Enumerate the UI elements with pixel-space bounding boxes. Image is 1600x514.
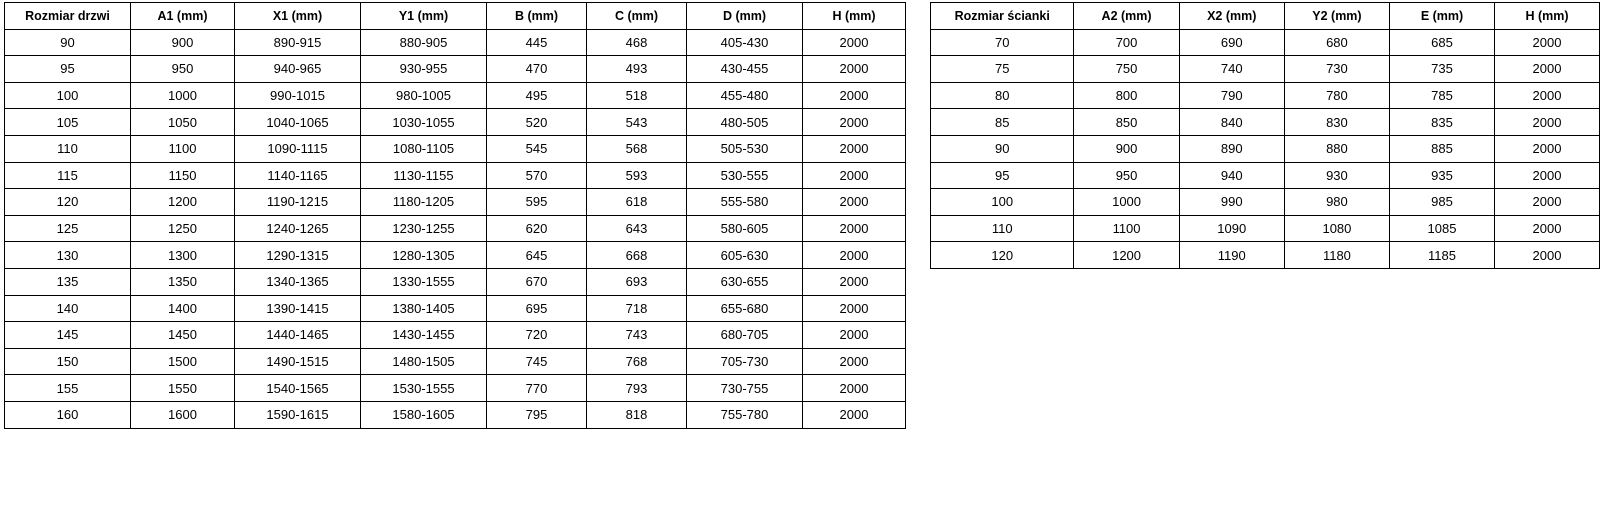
table-cell: 1400 (131, 295, 235, 322)
column-header: Rozmiar drzwi (5, 3, 131, 30)
table-row (5, 135, 906, 162)
table-row (5, 189, 906, 216)
table-row (931, 242, 1600, 269)
table-cell: 985 (1390, 189, 1495, 216)
table-cell: 155 (5, 375, 131, 402)
table-cell: 125 (5, 215, 131, 242)
table-cell: 2000 (1494, 189, 1599, 216)
table-cell: 645 (487, 242, 587, 269)
column-header: X1 (mm) (235, 3, 361, 30)
table-cell: 1250 (131, 215, 235, 242)
wall-size-table (930, 2, 1600, 269)
table-cell: 1140-1165 (235, 162, 361, 189)
table-row (5, 322, 906, 349)
table-cell: 135 (5, 268, 131, 295)
table-cell: 493 (587, 56, 687, 83)
column-header: D (mm) (687, 3, 803, 30)
table-cell: 1085 (1390, 215, 1495, 242)
table-cell: 990 (1179, 189, 1284, 216)
table-row (5, 162, 906, 189)
table-cell: 680 (1284, 29, 1389, 56)
table-cell: 495 (487, 82, 587, 109)
table-cell: 505-530 (687, 135, 803, 162)
table-cell: 1230-1255 (361, 215, 487, 242)
table-cell: 100 (5, 82, 131, 109)
table-cell: 1080-1105 (361, 135, 487, 162)
table-cell: 1150 (131, 162, 235, 189)
table-cell: 1000 (1074, 189, 1179, 216)
table-row (931, 56, 1600, 83)
table-cell: 695 (487, 295, 587, 322)
table-cell: 90 (5, 29, 131, 56)
table-row (5, 215, 906, 242)
table-cell: 900 (131, 29, 235, 56)
table-cell: 580-605 (687, 215, 803, 242)
table-cell: 1350 (131, 268, 235, 295)
table-cell: 2000 (803, 268, 906, 295)
column-header: Rozmiar ścianki (931, 3, 1074, 30)
table-cell: 950 (131, 56, 235, 83)
table-row (931, 29, 1600, 56)
table-cell: 1090 (1179, 215, 1284, 242)
table-cell: 570 (487, 162, 587, 189)
table-cell: 735 (1390, 56, 1495, 83)
table-cell: 793 (587, 375, 687, 402)
table-cell: 1190-1215 (235, 189, 361, 216)
table-cell: 1330-1555 (361, 268, 487, 295)
table-cell: 950 (1074, 162, 1179, 189)
table-cell: 830 (1284, 109, 1389, 136)
table-row (931, 109, 1600, 136)
table-cell: 730-755 (687, 375, 803, 402)
table-cell: 930-955 (361, 56, 487, 83)
table-cell: 1500 (131, 348, 235, 375)
table-cell: 95 (931, 162, 1074, 189)
table-row (931, 82, 1600, 109)
table-cell: 900 (1074, 135, 1179, 162)
wall-size-table-container (930, 2, 1600, 269)
table-cell: 1300 (131, 242, 235, 269)
table-row (931, 189, 1600, 216)
table-cell: 145 (5, 322, 131, 349)
column-header: B (mm) (487, 3, 587, 30)
table-cell: 445 (487, 29, 587, 56)
table-row (931, 135, 1600, 162)
table-cell: 2000 (1494, 162, 1599, 189)
table-cell: 470 (487, 56, 587, 83)
table-cell: 405-430 (687, 29, 803, 56)
table-cell: 1050 (131, 109, 235, 136)
door-size-table-container (4, 2, 906, 429)
table-cell: 150 (5, 348, 131, 375)
table-cell: 890 (1179, 135, 1284, 162)
table-cell: 980 (1284, 189, 1389, 216)
table-cell: 2000 (803, 295, 906, 322)
table-header-row (931, 3, 1600, 30)
table-cell: 685 (1390, 29, 1495, 56)
table-cell: 705-730 (687, 348, 803, 375)
table-cell: 768 (587, 348, 687, 375)
table-cell: 2000 (803, 109, 906, 136)
table-cell: 75 (931, 56, 1074, 83)
table-cell: 795 (487, 401, 587, 428)
table-cell: 1100 (131, 135, 235, 162)
column-header: H (mm) (803, 3, 906, 30)
table-cell: 835 (1390, 109, 1495, 136)
table-cell: 840 (1179, 109, 1284, 136)
table-cell: 885 (1390, 135, 1495, 162)
table-row (5, 348, 906, 375)
table-cell: 115 (5, 162, 131, 189)
column-header: H (mm) (1494, 3, 1599, 30)
table-cell: 668 (587, 242, 687, 269)
table-cell: 2000 (803, 215, 906, 242)
table-cell: 85 (931, 109, 1074, 136)
table-cell: 90 (931, 135, 1074, 162)
table-cell: 693 (587, 268, 687, 295)
table-cell: 940-965 (235, 56, 361, 83)
table-cell: 2000 (803, 242, 906, 269)
table-cell: 2000 (803, 322, 906, 349)
table-cell: 1430-1455 (361, 322, 487, 349)
table-cell: 1490-1515 (235, 348, 361, 375)
table-cell: 1100 (1074, 215, 1179, 242)
table-cell: 2000 (803, 375, 906, 402)
table-cell: 2000 (1494, 135, 1599, 162)
table-cell: 105 (5, 109, 131, 136)
column-header: A1 (mm) (131, 3, 235, 30)
table-cell: 568 (587, 135, 687, 162)
table-cell: 1450 (131, 322, 235, 349)
table-cell: 1000 (131, 82, 235, 109)
table-cell: 680-705 (687, 322, 803, 349)
table-cell: 70 (931, 29, 1074, 56)
table-cell: 790 (1179, 82, 1284, 109)
table-cell: 518 (587, 82, 687, 109)
table-cell: 730 (1284, 56, 1389, 83)
table-cell: 595 (487, 189, 587, 216)
door-table-body (5, 29, 906, 428)
wall-table-header (931, 3, 1600, 30)
table-cell: 130 (5, 242, 131, 269)
table-cell: 2000 (803, 189, 906, 216)
table-row (5, 242, 906, 269)
table-cell: 2000 (803, 162, 906, 189)
table-cell: 670 (487, 268, 587, 295)
table-cell: 630-655 (687, 268, 803, 295)
table-cell: 818 (587, 401, 687, 428)
column-header: Y2 (mm) (1284, 3, 1389, 30)
table-cell: 2000 (1494, 242, 1599, 269)
column-header: X2 (mm) (1179, 3, 1284, 30)
table-cell: 1380-1405 (361, 295, 487, 322)
table-row (5, 401, 906, 428)
table-cell: 1440-1465 (235, 322, 361, 349)
table-cell: 1200 (131, 189, 235, 216)
table-cell: 2000 (803, 29, 906, 56)
table-header-row (5, 3, 906, 30)
table-cell: 1530-1555 (361, 375, 487, 402)
table-cell: 618 (587, 189, 687, 216)
table-cell: 940 (1179, 162, 1284, 189)
table-cell: 1580-1605 (361, 401, 487, 428)
table-row (5, 295, 906, 322)
table-cell: 935 (1390, 162, 1495, 189)
table-cell: 770 (487, 375, 587, 402)
table-cell: 555-580 (687, 189, 803, 216)
table-cell: 890-915 (235, 29, 361, 56)
table-cell: 2000 (1494, 56, 1599, 83)
table-row (5, 29, 906, 56)
table-cell: 880-905 (361, 29, 487, 56)
table-cell: 455-480 (687, 82, 803, 109)
table-cell: 120 (931, 242, 1074, 269)
table-cell: 780 (1284, 82, 1389, 109)
table-cell: 2000 (1494, 29, 1599, 56)
table-cell: 745 (487, 348, 587, 375)
table-cell: 530-555 (687, 162, 803, 189)
table-cell: 620 (487, 215, 587, 242)
table-cell: 543 (587, 109, 687, 136)
table-cell: 1130-1155 (361, 162, 487, 189)
table-cell: 720 (487, 322, 587, 349)
table-cell: 120 (5, 189, 131, 216)
table-cell: 2000 (803, 82, 906, 109)
table-cell: 593 (587, 162, 687, 189)
table-cell: 2000 (803, 348, 906, 375)
door-size-table (4, 2, 906, 429)
table-row (5, 82, 906, 109)
table-cell: 1185 (1390, 242, 1495, 269)
table-cell: 750 (1074, 56, 1179, 83)
table-cell: 2000 (1494, 215, 1599, 242)
table-cell: 80 (931, 82, 1074, 109)
table-cell: 980-1005 (361, 82, 487, 109)
table-cell: 1480-1505 (361, 348, 487, 375)
column-header: E (mm) (1390, 3, 1495, 30)
table-cell: 1550 (131, 375, 235, 402)
table-cell: 740 (1179, 56, 1284, 83)
table-cell: 100 (931, 189, 1074, 216)
column-header: Y1 (mm) (361, 3, 487, 30)
table-cell: 468 (587, 29, 687, 56)
table-cell: 2000 (1494, 82, 1599, 109)
table-cell: 1180 (1284, 242, 1389, 269)
table-cell: 1590-1615 (235, 401, 361, 428)
table-cell: 1290-1315 (235, 242, 361, 269)
table-cell: 110 (5, 135, 131, 162)
table-cell: 2000 (803, 401, 906, 428)
table-row (5, 109, 906, 136)
door-table-header (5, 3, 906, 30)
table-cell: 110 (931, 215, 1074, 242)
table-cell: 1540-1565 (235, 375, 361, 402)
table-cell: 140 (5, 295, 131, 322)
table-row (5, 56, 906, 83)
table-cell: 800 (1074, 82, 1179, 109)
table-cell: 743 (587, 322, 687, 349)
column-header: C (mm) (587, 3, 687, 30)
table-cell: 700 (1074, 29, 1179, 56)
table-cell: 880 (1284, 135, 1389, 162)
table-cell: 655-680 (687, 295, 803, 322)
table-cell: 2000 (1494, 109, 1599, 136)
table-cell: 643 (587, 215, 687, 242)
table-cell: 1030-1055 (361, 109, 487, 136)
table-cell: 1090-1115 (235, 135, 361, 162)
column-header: A2 (mm) (1074, 3, 1179, 30)
table-cell: 1240-1265 (235, 215, 361, 242)
table-cell: 545 (487, 135, 587, 162)
table-cell: 1340-1365 (235, 268, 361, 295)
table-cell: 755-780 (687, 401, 803, 428)
table-cell: 718 (587, 295, 687, 322)
table-cell: 1200 (1074, 242, 1179, 269)
table-cell: 160 (5, 401, 131, 428)
table-cell: 1080 (1284, 215, 1389, 242)
table-cell: 850 (1074, 109, 1179, 136)
table-cell: 930 (1284, 162, 1389, 189)
table-cell: 480-505 (687, 109, 803, 136)
table-cell: 605-630 (687, 242, 803, 269)
table-cell: 690 (1179, 29, 1284, 56)
table-cell: 2000 (803, 56, 906, 83)
table-row (5, 268, 906, 295)
table-cell: 1390-1415 (235, 295, 361, 322)
table-row (931, 162, 1600, 189)
table-cell: 1600 (131, 401, 235, 428)
table-cell: 1040-1065 (235, 109, 361, 136)
table-row (931, 215, 1600, 242)
table-cell: 520 (487, 109, 587, 136)
table-cell: 2000 (803, 135, 906, 162)
table-cell: 990-1015 (235, 82, 361, 109)
table-cell: 1190 (1179, 242, 1284, 269)
table-cell: 785 (1390, 82, 1495, 109)
table-cell: 430-455 (687, 56, 803, 83)
table-cell: 1280-1305 (361, 242, 487, 269)
table-cell: 1180-1205 (361, 189, 487, 216)
wall-table-body (931, 29, 1600, 268)
table-row (5, 375, 906, 402)
table-cell: 95 (5, 56, 131, 83)
